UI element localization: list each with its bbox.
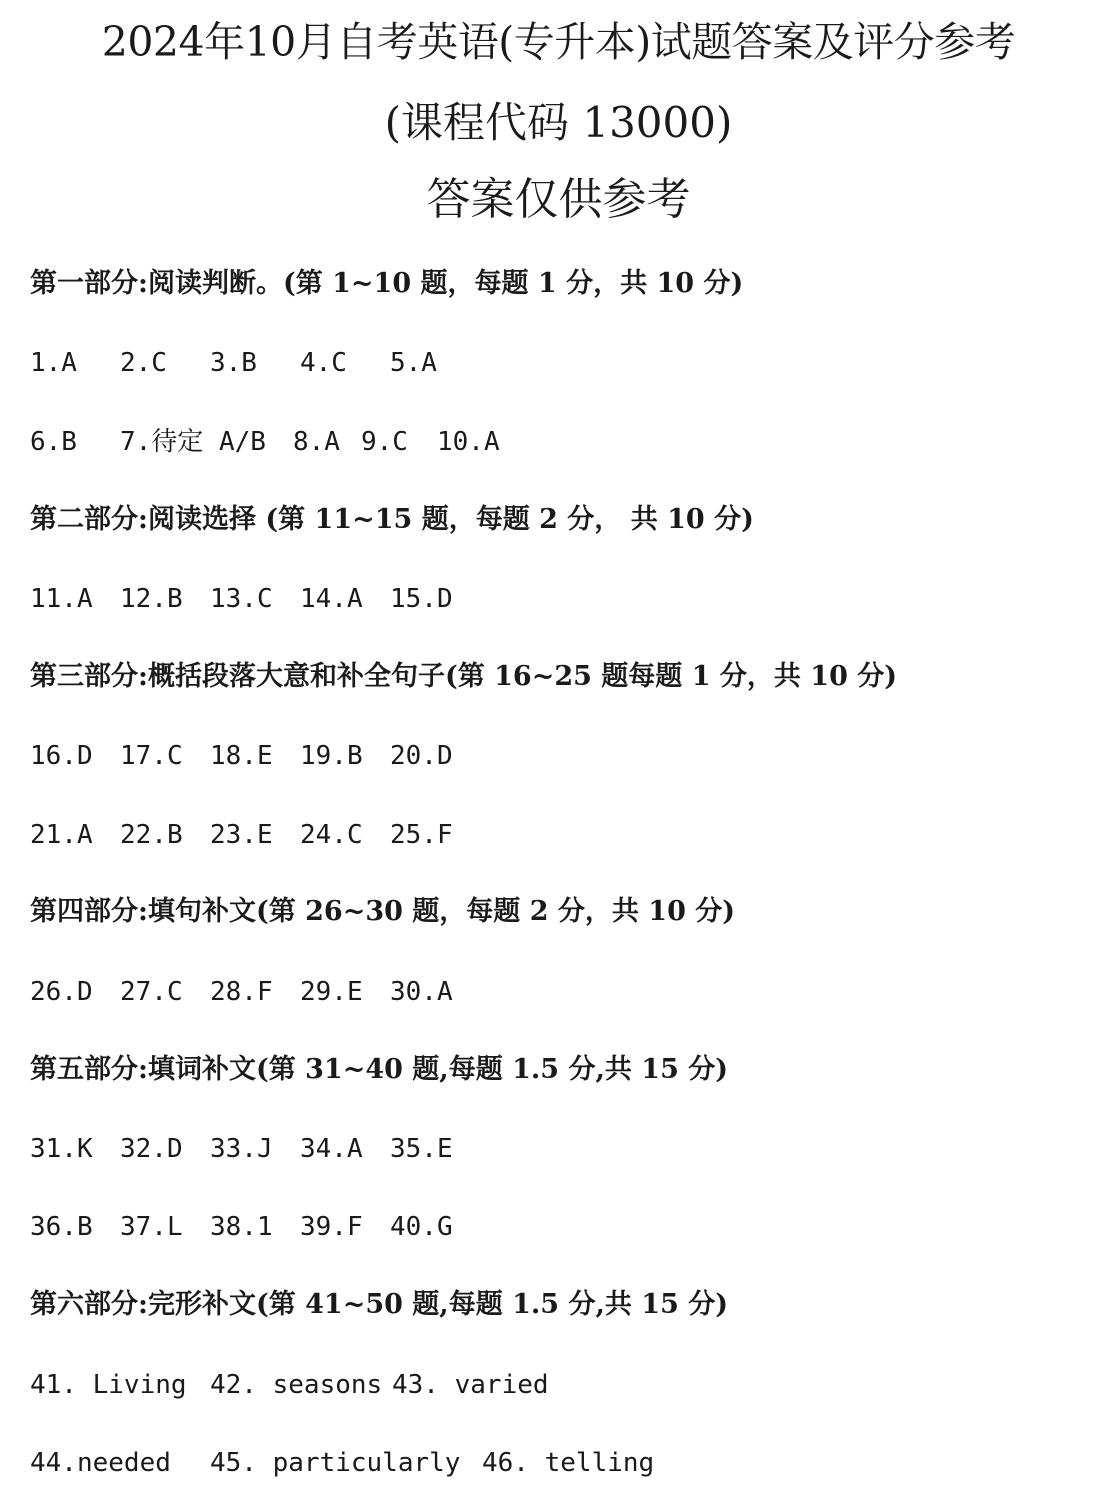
answer-item: 22.B <box>120 820 183 850</box>
section-heading-part-3: 第三部分:概括段落大意和补全句子(第 16~25 题每题 1 分，共 10 分) <box>30 661 898 692</box>
answer-item: 7.待定 A/B <box>120 427 266 457</box>
answer-item: 20.D <box>390 741 453 771</box>
section-heading-part-2: 第二部分:阅读选择 (第 11~15 题，每题 2 分， 共 10 分) <box>30 504 754 535</box>
answer-item: 32.D <box>120 1134 183 1164</box>
answer-item: 28.F <box>210 977 273 1007</box>
answer-item: 11.A <box>30 584 93 614</box>
answer-item: 42. seasons <box>210 1370 383 1400</box>
section-heading-part-1: 第一部分:阅读判断。(第 1~10 题，每题 1 分，共 10 分) <box>30 268 744 299</box>
answer-item: 23.E <box>210 820 273 850</box>
answer-item: 33.J <box>210 1134 273 1164</box>
answer-item: 1.A <box>30 348 77 378</box>
answer-item: 38.1 <box>210 1212 273 1242</box>
answer-item: 36.B <box>30 1212 93 1242</box>
section-heading-part-5: 第五部分:填词补文(第 31~40 题,每题 1.5 分,共 15 分) <box>30 1054 729 1085</box>
disclaimer-subtitle: 答案仅供参考 <box>426 174 691 225</box>
answer-item: 21.A <box>30 820 93 850</box>
answer-item: 5.A <box>390 348 437 378</box>
answer-item: 8.A <box>293 427 340 457</box>
answer-item: 45. particularly <box>210 1448 461 1478</box>
answer-item: 35.E <box>390 1134 453 1164</box>
answer-item: 34.A <box>300 1134 363 1164</box>
answer-item: 43. varied <box>392 1370 549 1400</box>
answer-item: 29.E <box>300 977 363 1007</box>
answer-item: 15.D <box>390 584 453 614</box>
course-code: (课程代码 13000) <box>384 98 733 147</box>
answer-item: 4.C <box>300 348 347 378</box>
answer-item: 24.C <box>300 820 363 850</box>
answer-item: 44.needed <box>30 1448 171 1478</box>
answer-item: 19.B <box>300 741 363 771</box>
answer-item: 31.K <box>30 1134 93 1164</box>
answer-item: 10.A <box>437 427 500 457</box>
answer-item: 6.B <box>30 427 77 457</box>
answer-item: 37.L <box>120 1212 183 1242</box>
answer-item: 12.B <box>120 584 183 614</box>
answer-item: 13.C <box>210 584 273 614</box>
answer-item: 2.C <box>120 348 167 378</box>
answer-item: 14.A <box>300 584 363 614</box>
answer-item: 27.C <box>120 977 183 1007</box>
answer-item: 25.F <box>390 820 453 850</box>
section-heading-part-6: 第六部分:完形补文(第 41~50 题,每题 1.5 分,共 15 分) <box>30 1289 729 1320</box>
answer-item: 41. Living <box>30 1370 187 1400</box>
section-heading-part-4: 第四部分:填句补文(第 26~30 题，每题 2 分，共 10 分) <box>30 896 736 927</box>
answer-item: 46. telling <box>482 1448 655 1478</box>
answer-item: 16.D <box>30 741 93 771</box>
answer-item: 9.C <box>361 427 408 457</box>
answer-item: 39.F <box>300 1212 363 1242</box>
answer-item: 40.G <box>390 1212 453 1242</box>
answer-item: 17.C <box>120 741 183 771</box>
answer-item: 3.B <box>210 348 257 378</box>
answer-item: 18.E <box>210 741 273 771</box>
answer-item: 26.D <box>30 977 93 1007</box>
document-title: 2024年10月自考英语(专升本)试题答案及评分参考 <box>101 18 1016 66</box>
answer-item: 30.A <box>390 977 453 1007</box>
